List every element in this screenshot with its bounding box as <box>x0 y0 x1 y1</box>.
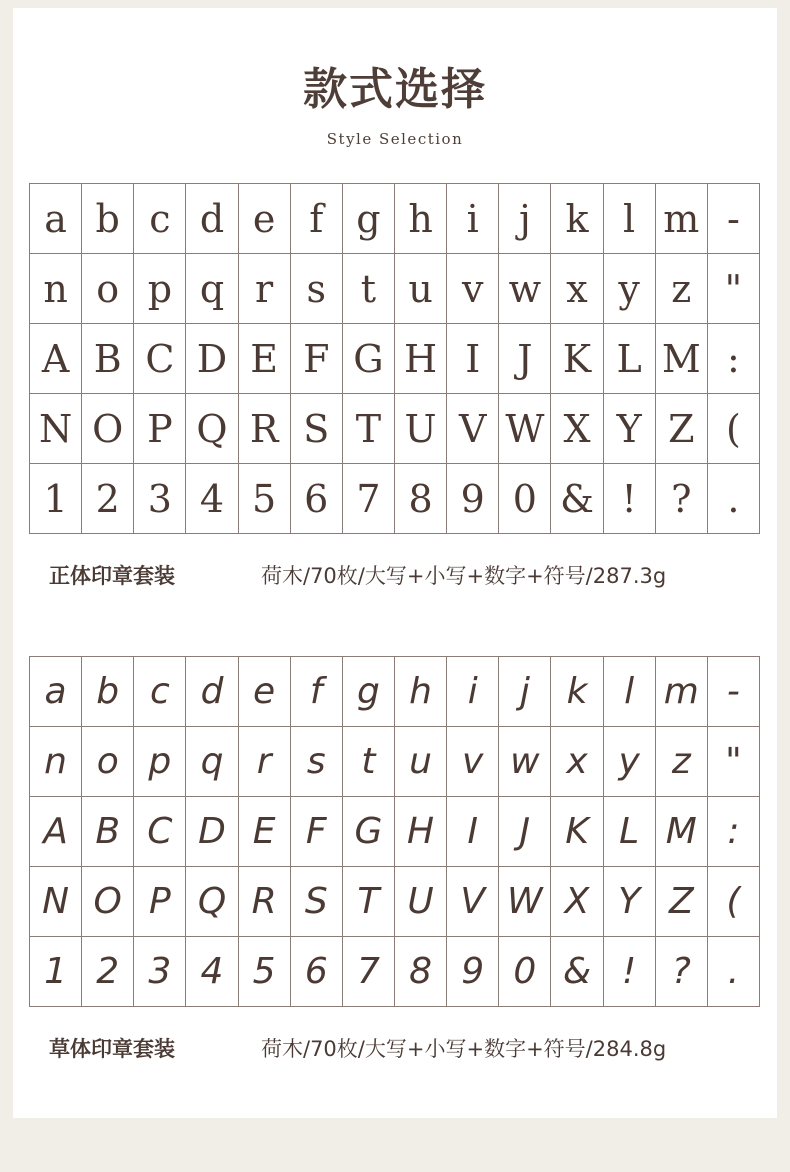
stamp-cell: : <box>708 324 760 394</box>
stamp-cell: 8 <box>395 464 447 534</box>
page-title: 款式选择 <box>303 64 487 115</box>
stamp-cell: 5 <box>239 937 291 1007</box>
stamp-cell: r <box>239 254 291 324</box>
stamp-cell: z <box>656 254 708 324</box>
stamp-cell: c <box>134 184 186 254</box>
stamp-cell: w <box>499 727 551 797</box>
stamp-cell: ! <box>604 464 656 534</box>
stamp-cell: C <box>134 324 186 394</box>
stamp-cell: F <box>291 797 343 867</box>
regular-set-name: 正体印章套装 <box>49 564 175 588</box>
stamp-cell: X <box>551 394 603 464</box>
stamp-cell: R <box>239 394 291 464</box>
stamp-cell: v <box>447 727 499 797</box>
stamp-cell: . <box>708 464 760 534</box>
stamp-cell: Z <box>656 867 708 937</box>
stamp-cell: t <box>343 727 395 797</box>
stamp-cell: j <box>499 184 551 254</box>
stamp-cell: 7 <box>343 937 395 1007</box>
stamp-cell: r <box>239 727 291 797</box>
stamp-cell: 2 <box>82 937 134 1007</box>
stamp-cell: H <box>395 797 447 867</box>
stamp-cell: e <box>239 184 291 254</box>
regular-set-spec: 荷木/70枚/大写+小写+数字+符号/287.3g <box>261 564 667 588</box>
stamp-cell: N <box>30 394 82 464</box>
stamp-cell: L <box>604 797 656 867</box>
stamp-cell: K <box>551 797 603 867</box>
stamp-cell: Q <box>186 867 238 937</box>
stamp-cell: g <box>343 657 395 727</box>
stamp-cell: Y <box>604 867 656 937</box>
stamp-cell: d <box>186 184 238 254</box>
stamp-cell: ? <box>656 464 708 534</box>
stamp-cell: s <box>291 254 343 324</box>
stamp-cell: b <box>82 184 134 254</box>
stamp-cell: F <box>291 324 343 394</box>
stamp-cell: i <box>447 657 499 727</box>
regular-stamp-grid <box>29 183 760 534</box>
stamp-cell: I <box>447 797 499 867</box>
stamp-cell: U <box>395 867 447 937</box>
stamp-cell: m <box>656 184 708 254</box>
stamp-cell: D <box>186 324 238 394</box>
stamp-cell: h <box>395 184 447 254</box>
stamp-cell: ( <box>708 867 760 937</box>
stamp-cell: o <box>82 727 134 797</box>
stamp-cell: a <box>30 657 82 727</box>
stamp-cell: L <box>604 324 656 394</box>
stamp-cell: m <box>656 657 708 727</box>
regular-set-caption <box>49 560 749 590</box>
stamp-cell: 2 <box>82 464 134 534</box>
stamp-cell: q <box>186 727 238 797</box>
script-set-name: 草体印章套装 <box>49 1037 175 1061</box>
stamp-cell: u <box>395 254 447 324</box>
stamp-cell: B <box>82 324 134 394</box>
stamp-cell: p <box>134 727 186 797</box>
stamp-cell: 9 <box>447 937 499 1007</box>
stamp-cell: j <box>499 657 551 727</box>
stamp-cell: 3 <box>134 464 186 534</box>
stamp-cell: b <box>82 657 134 727</box>
stamp-cell: g <box>343 184 395 254</box>
stamp-cell: C <box>134 797 186 867</box>
stamp-cell: s <box>291 727 343 797</box>
stamp-cell: ( <box>708 394 760 464</box>
stamp-cell: G <box>343 324 395 394</box>
stamp-cell: 0 <box>499 464 551 534</box>
stamp-cell: 1 <box>30 464 82 534</box>
stamp-cell: 7 <box>343 464 395 534</box>
stamp-cell: e <box>239 657 291 727</box>
stamp-cell: v <box>447 254 499 324</box>
stamp-cell: U <box>395 394 447 464</box>
stamp-cell: W <box>499 394 551 464</box>
stamp-cell: a <box>30 184 82 254</box>
stamp-cell: - <box>708 184 760 254</box>
stamp-cell: f <box>291 184 343 254</box>
stamp-cell: w <box>499 254 551 324</box>
stamp-cell: 1 <box>30 937 82 1007</box>
stamp-cell: M <box>656 797 708 867</box>
script-set-spec: 荷木/70枚/大写+小写+数字+符号/284.8g <box>261 1037 667 1061</box>
stamp-cell: l <box>604 184 656 254</box>
stamp-cell: " <box>708 727 760 797</box>
stamp-cell: & <box>551 937 603 1007</box>
stamp-cell: Y <box>604 394 656 464</box>
stamp-cell: . <box>708 937 760 1007</box>
stamp-cell: & <box>551 464 603 534</box>
stamp-cell: x <box>551 727 603 797</box>
stamp-cell: P <box>134 394 186 464</box>
stamp-cell: T <box>343 867 395 937</box>
stamp-cell: A <box>30 797 82 867</box>
stamp-cell: 3 <box>134 937 186 1007</box>
stamp-cell: : <box>708 797 760 867</box>
stamp-cell: n <box>30 254 82 324</box>
stamp-cell: 0 <box>499 937 551 1007</box>
script-stamp-grid <box>29 656 760 1007</box>
stamp-cell: 4 <box>186 937 238 1007</box>
stamp-cell: h <box>395 657 447 727</box>
stamp-cell: ? <box>656 937 708 1007</box>
stamp-cell: y <box>604 254 656 324</box>
stamp-cell: k <box>551 657 603 727</box>
stamp-cell: V <box>447 394 499 464</box>
stamp-cell: I <box>447 324 499 394</box>
stamp-cell: P <box>134 867 186 937</box>
stamp-cell: z <box>656 727 708 797</box>
stamp-cell: K <box>551 324 603 394</box>
stamp-cell: W <box>499 867 551 937</box>
stamp-cell: 8 <box>395 937 447 1007</box>
stamp-cell: M <box>656 324 708 394</box>
stamp-cell: D <box>186 797 238 867</box>
stamp-cell: Z <box>656 394 708 464</box>
stamp-cell: S <box>291 867 343 937</box>
stamp-cell: 5 <box>239 464 291 534</box>
product-card <box>13 8 777 1118</box>
stamp-cell: u <box>395 727 447 797</box>
stamp-cell: O <box>82 867 134 937</box>
stamp-cell: o <box>82 254 134 324</box>
stamp-cell: J <box>499 797 551 867</box>
stamp-cell: A <box>30 324 82 394</box>
stamp-cell: n <box>30 727 82 797</box>
stamp-cell: T <box>343 394 395 464</box>
stamp-cell: y <box>604 727 656 797</box>
stamp-cell: k <box>551 184 603 254</box>
stamp-cell: 6 <box>291 937 343 1007</box>
stamp-cell: p <box>134 254 186 324</box>
stamp-cell: t <box>343 254 395 324</box>
stamp-cell: B <box>82 797 134 867</box>
stamp-cell: E <box>239 324 291 394</box>
stamp-cell: " <box>708 254 760 324</box>
stamp-cell: X <box>551 867 603 937</box>
stamp-cell: Q <box>186 394 238 464</box>
stamp-cell: x <box>551 254 603 324</box>
stamp-cell: O <box>82 394 134 464</box>
stamp-cell: S <box>291 394 343 464</box>
script-set-caption <box>49 1033 749 1063</box>
stamp-cell: N <box>30 867 82 937</box>
stamp-cell: V <box>447 867 499 937</box>
stamp-cell: - <box>708 657 760 727</box>
stamp-cell: f <box>291 657 343 727</box>
stamp-cell: ! <box>604 937 656 1007</box>
stamp-cell: G <box>343 797 395 867</box>
stamp-cell: R <box>239 867 291 937</box>
stamp-cell: 6 <box>291 464 343 534</box>
stamp-cell: q <box>186 254 238 324</box>
stamp-cell: 4 <box>186 464 238 534</box>
stamp-cell: H <box>395 324 447 394</box>
stamp-cell: c <box>134 657 186 727</box>
stamp-cell: i <box>447 184 499 254</box>
page-subtitle: Style Selection <box>326 130 464 148</box>
stamp-cell: J <box>499 324 551 394</box>
stamp-cell: 9 <box>447 464 499 534</box>
stamp-cell: E <box>239 797 291 867</box>
stamp-cell: d <box>186 657 238 727</box>
stamp-cell: l <box>604 657 656 727</box>
